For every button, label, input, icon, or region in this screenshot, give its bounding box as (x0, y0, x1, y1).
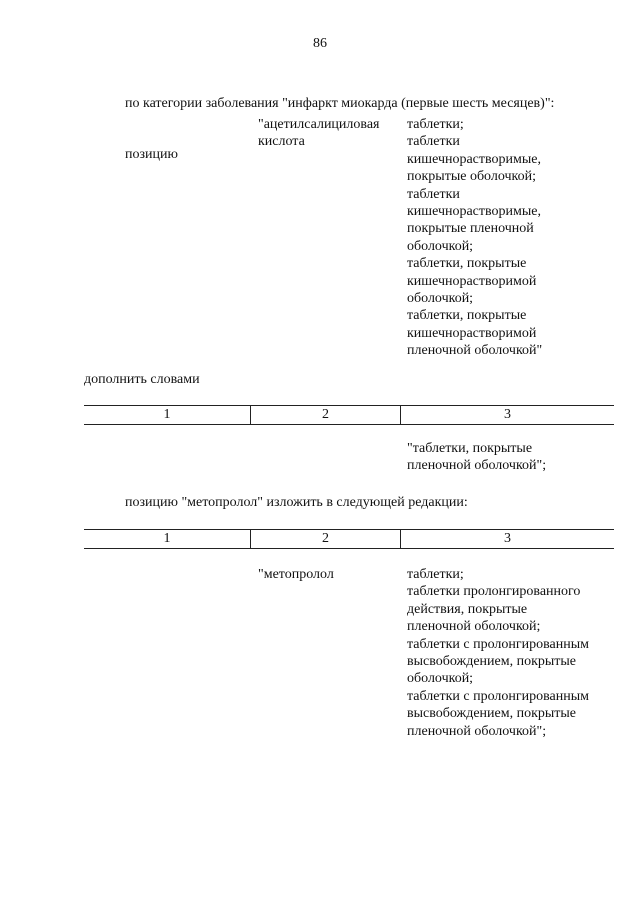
aspirin-form-line: кишечнорастворимой (407, 273, 537, 289)
aspirin-forms (407, 116, 622, 360)
metoprolol-form-line: оболочкой; (407, 671, 474, 687)
column-header-3: 3 (504, 531, 511, 546)
aspirin-form-line: пленочной оболочкой" (407, 343, 543, 359)
aspirin-name-line: "ацетилсалициловая (258, 117, 380, 132)
column-header-1: 1 (163, 531, 171, 546)
aspirin-name-line: кислота (258, 134, 305, 149)
supplement-text: дополнить словами (84, 372, 200, 387)
aspirin-form-line: кишечнорастворимой (407, 325, 537, 341)
aspirin-name (258, 116, 403, 150)
metoprolol-form-line: пленочной оболочкой; (407, 619, 541, 635)
aspirin-form-line: оболочкой; (407, 291, 474, 307)
metoprolol-name (258, 566, 403, 583)
column-header-2: 2 (322, 531, 329, 546)
column-header-2: 2 (322, 407, 329, 422)
column-header-table (84, 529, 614, 549)
aspirin-form-line: покрытые пленочной (407, 221, 534, 237)
aspirin-form-line: таблетки, покрытые (407, 308, 527, 324)
metoprolol-form-line: таблетки с пролонгированным (407, 636, 590, 652)
metoprolol-form-line: таблетки пролонгированного (407, 584, 581, 600)
column-header-table (84, 405, 614, 425)
aspirin-form-line: таблетки (407, 134, 460, 150)
metoprolol-forms (407, 566, 622, 740)
column-header-1: 1 (163, 407, 171, 422)
page-number: 86 (313, 36, 327, 51)
intro-line: по категории заболевания "инфаркт миокарда (первые шесть месяцев)": (125, 96, 555, 111)
metoprolol-form-line: таблетки с пролонгированным (407, 688, 590, 704)
aspirin-form-line: таблетки; (407, 117, 464, 132)
intro-line: позицию (125, 147, 178, 162)
metoprolol-form-line: высвобождением, покрытые (407, 654, 577, 670)
aspirin-form-line: кишечнорастворимые, (407, 204, 542, 220)
metoprolol-form-line: действия, покрытые (407, 601, 528, 617)
aspirin-form-line: таблетки, покрытые (407, 256, 527, 272)
addition-line: "таблетки, покрытые (407, 441, 533, 456)
instruction-text: позицию "метопролол" изложить в следующей редакции: (125, 495, 468, 510)
metoprolol-form-line: таблетки; (407, 567, 464, 582)
column-header-3: 3 (504, 407, 511, 422)
addition-line: пленочной оболочкой"; (407, 458, 547, 474)
aspirin-form-line: оболочкой; (407, 238, 474, 254)
metoprolol-form-line: высвобождением, покрытые (407, 706, 577, 722)
metoprolol-name-line: "метопролол (258, 567, 334, 582)
aspirin-form-line: кишечнорастворимые, (407, 151, 542, 167)
metoprolol-form-line: пленочной оболочкой"; (407, 723, 547, 739)
aspirin-form-line: покрытые оболочкой; (407, 169, 537, 185)
addition-text (407, 440, 622, 475)
aspirin-form-line: таблетки (407, 186, 460, 202)
